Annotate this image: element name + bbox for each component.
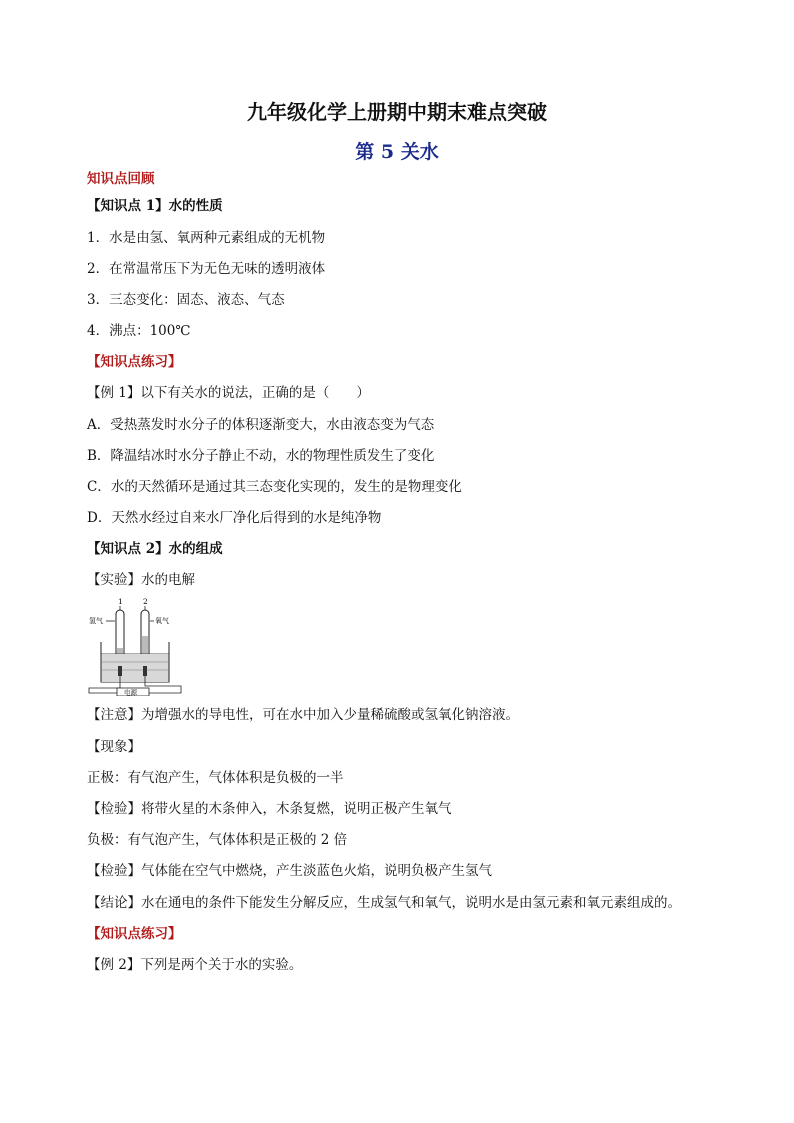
kp2-check-2: 【检验】气体能在空气中燃烧，产生淡蓝色火焰，说明负极产生氢气 xyxy=(87,863,492,879)
tube-1-number: 1 xyxy=(118,597,123,606)
document-subtitle: 第 5 关水 xyxy=(355,141,439,163)
kp1-item-3: 3．三态变化：固态、液态、气态 xyxy=(87,292,285,308)
kp2-experiment: 【实验】水的电解 xyxy=(87,572,195,588)
kp2-phenomenon: 【现象】 xyxy=(87,739,141,755)
practice2-question: 【例 2】下列是两个关于水的实验。 xyxy=(87,957,303,973)
electrode-left xyxy=(118,666,122,676)
practice1-option-d: D．天然水经过自来水厂净化后得到的水是纯净物 xyxy=(87,510,382,526)
kp2-negative: 负极：有气泡产生，气体体积是正极的 2 倍 xyxy=(87,832,348,848)
review-heading: 知识点回顾 xyxy=(87,171,155,187)
oxygen-label: 氧气 xyxy=(155,617,169,625)
practice1-heading: 【知识点练习】 xyxy=(87,354,182,370)
kp2-conclusion: 【结论】水在通电的条件下能发生分解反应，生成氢气和氧气，说明水是由氢元素和氧元素组成的。 xyxy=(87,895,681,911)
kp2-note: 【注意】为增强水的导电性，可在水中加入少量稀硫酸或氢氧化钠溶液。 xyxy=(87,707,519,723)
kp1-item-4: 4．沸点：100℃ xyxy=(87,323,191,339)
practice1-option-b: B．降温结冰时水分子静止不动，水的物理性质发生了变化 xyxy=(87,448,435,464)
power-label: 电源 xyxy=(124,688,137,696)
practice1-option-c: C．水的天然循环是通过其三态变化实现的，发生的是物理变化 xyxy=(87,479,462,495)
document-title: 九年级化学上册期中期末难点突破 xyxy=(247,100,547,124)
electrode-right xyxy=(143,666,147,676)
kp2-check-1: 【检验】将带火星的木条伸入，木条复燃，说明正极产生氧气 xyxy=(87,801,452,817)
kp2-heading: 【知识点 2】水的组成 xyxy=(87,541,223,557)
kp1-item-1: 1．水是由氢、氧两种元素组成的无机物 xyxy=(87,230,326,246)
kp2-positive: 正极：有气泡产生，气体体积是负极的一半 xyxy=(87,770,344,786)
practice1-question: 【例 1】以下有关水的说法，正确的是（ ） xyxy=(87,385,370,401)
tube-2-number: 2 xyxy=(143,597,148,606)
hydrogen-label: 氢气 xyxy=(89,617,103,625)
practice1-option-a: A．受热蒸发时水分子的体积逐渐变大，水由液态变为气态 xyxy=(87,417,435,433)
electrolysis-diagram xyxy=(87,596,183,696)
kp1-item-2: 2．在常温常压下为无色无味的透明液体 xyxy=(87,261,326,277)
practice2-heading: 【知识点练习】 xyxy=(87,926,182,942)
kp1-heading: 【知识点 1】水的性质 xyxy=(87,198,223,214)
